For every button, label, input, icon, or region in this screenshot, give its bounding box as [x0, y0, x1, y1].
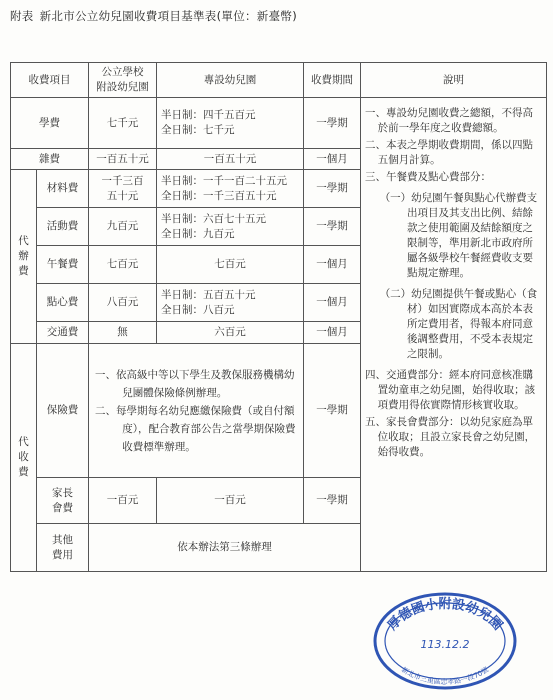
seal-date: 113.12.2 — [420, 638, 470, 651]
insurance-name: 保險費 — [37, 344, 89, 478]
group-daiban: 代辦費 — [11, 170, 37, 344]
group-daishou: 代收費 — [11, 344, 37, 572]
insurance-desc — [89, 344, 304, 478]
header-public: 公立學校 附設幼兒園 — [89, 63, 157, 98]
official-seal-stamp — [371, 590, 519, 692]
other-desc: 依本辦法第三條辦理 — [89, 524, 361, 572]
note-1: 一、專設幼兒園收費之總額，不得高於前一學年度之收費總額。 — [365, 107, 533, 134]
snack-name: 點心費 — [37, 284, 89, 322]
tuition-name: 學費 — [11, 98, 89, 149]
transport-period: 一個月 — [304, 322, 361, 344]
lunch-period: 一個月 — [304, 246, 361, 284]
note-3a: （一）幼兒園午餐與點心代辦費支出項目及其支出比例、結餘款之使用範圍及結餘額度之限制等，準用新北市政府所屬各級學校午餐經費收支要點規定辦理。 — [379, 192, 538, 279]
transport-name: 交通費 — [37, 322, 89, 344]
materials-public: 一千三百 五十元 — [89, 170, 157, 208]
seal-address: 新北市三重區忠孝路一段70號 — [400, 665, 490, 687]
lunch-name: 午餐費 — [37, 246, 89, 284]
tuition-public: 七千元 — [89, 98, 157, 149]
snack-period: 一個月 — [304, 284, 361, 322]
materials-name: 材料費 — [37, 170, 89, 208]
header-period: 收費期間 — [304, 63, 361, 98]
activity-period: 一學期 — [304, 208, 361, 246]
note-5: 五、家長會費部分：以幼兒家庭為單位收取；且設立家長會之幼兒園，始得收費。 — [365, 416, 536, 458]
parents-dedicated: 一百元 — [157, 478, 304, 524]
insurance-desc-1: 一、依高級中等以下學生及教保服務機構幼兒團體保險條例辦理。 — [95, 368, 295, 399]
tuition-dedicated: 半日制：四千五百元 全日制：七千元 — [157, 98, 304, 149]
notes-cell — [361, 98, 547, 572]
materials-dedicated: 半日制：一千一百二十五元 全日制：一千三百五十元 — [157, 170, 304, 208]
header-row — [11, 63, 547, 98]
table-caption — [10, 8, 303, 24]
lunch-dedicated: 七百元 — [157, 246, 304, 284]
tuition-period: 一學期 — [304, 98, 361, 149]
misc-name: 雜費 — [11, 149, 89, 170]
fee-table — [10, 62, 547, 572]
activity-dedicated: 半日制：六百七十五元 全日制：九百元 — [157, 208, 304, 246]
transport-dedicated: 六百元 — [157, 322, 304, 344]
other-name: 其他 費用 — [37, 524, 89, 572]
misc-public: 一百五十元 — [89, 149, 157, 170]
note-3: 三、午餐費及點心費部分： — [365, 171, 491, 183]
header-notes: 說明 — [361, 63, 547, 98]
seal-name: 厚德國小附設幼兒園 — [384, 597, 506, 634]
caption-title: 新北市公立幼兒園收費項目基準表(單位：新臺幣) — [39, 9, 297, 23]
header-dedicated: 專設幼兒園 — [157, 63, 304, 98]
note-3b: （二）幼兒園提供午餐或點心（食材）如因實際成本高於本表所定費用者，得報本府同意後調整費用，不受本表規定之限制。 — [379, 288, 538, 360]
materials-period: 一學期 — [304, 170, 361, 208]
transport-public: 無 — [89, 322, 157, 344]
activity-name: 活動費 — [37, 208, 89, 246]
note-2: 二、本表之學期收費期間，係以四點五個月計算。 — [365, 139, 533, 166]
parents-period: 一學期 — [304, 478, 361, 524]
insurance-period: 一學期 — [304, 344, 361, 478]
parents-public: 一百元 — [89, 478, 157, 524]
note-4: 四、交通費部分：經本府同意核准購置幼童車之幼兒園，始得收取；該項費用得依實際情形核實收取。 — [365, 369, 536, 411]
insurance-desc-2: 二、每學期每名幼兒應繳保險費（或自付額度），配合教育部公告之當學期保險費收費標準辦理。 — [95, 404, 296, 453]
snack-dedicated: 半日制：五百五十元 全日制：八百元 — [157, 284, 304, 322]
misc-period: 一個月 — [304, 149, 361, 170]
caption-label: 附表 — [10, 9, 34, 23]
lunch-public: 七百元 — [89, 246, 157, 284]
parents-name: 家長 會費 — [37, 478, 89, 524]
misc-dedicated: 一百五十元 — [157, 149, 304, 170]
row-tuition — [11, 98, 547, 149]
snack-public: 八百元 — [89, 284, 157, 322]
activity-public: 九百元 — [89, 208, 157, 246]
header-item: 收費項目 — [11, 63, 89, 98]
